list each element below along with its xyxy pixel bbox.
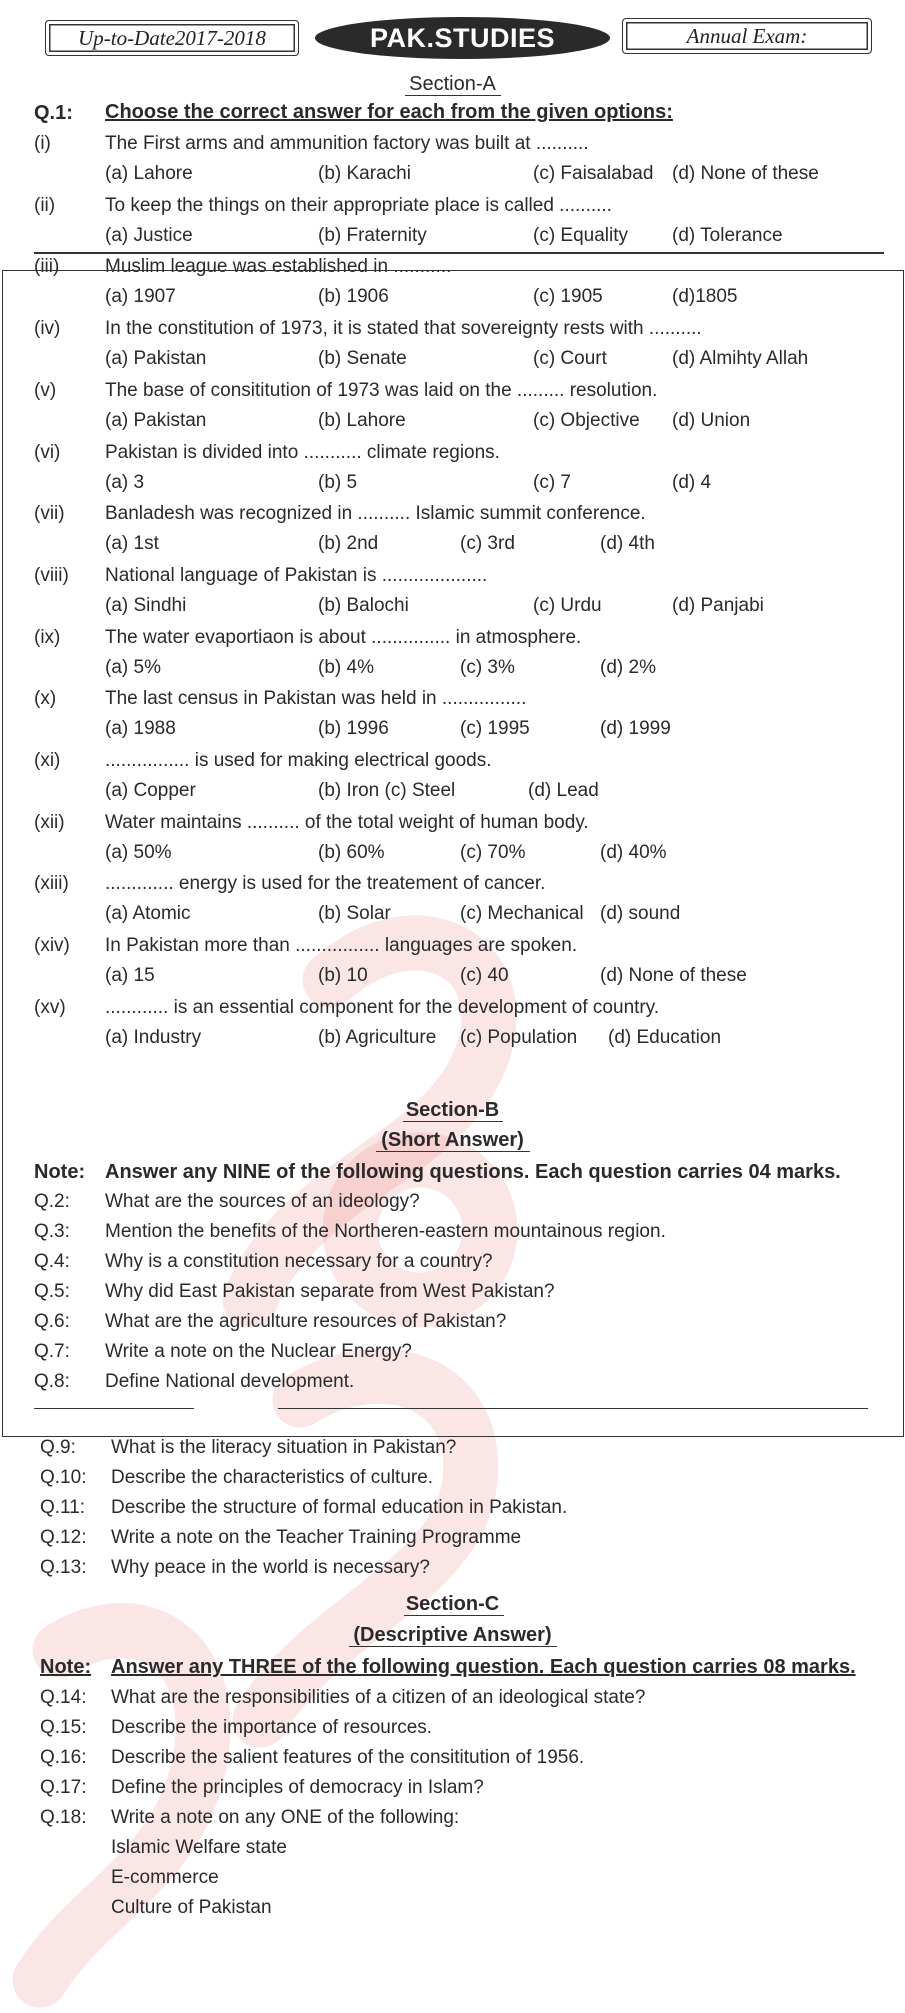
mcq-option: (c) Urdu xyxy=(533,594,602,616)
descriptive-question-text: Describe the importance of resources. xyxy=(111,1717,433,1738)
section-b-title: Section-B xyxy=(405,1099,500,1121)
short-question-number: Q.10: xyxy=(40,1467,87,1488)
short-question-text: Mention the benefits of the Northeren-eastern mountainous region. xyxy=(105,1221,666,1242)
mcq-option: (c) Court xyxy=(533,348,607,370)
mcq-option: (b) Balochi xyxy=(318,594,409,616)
mcq-question-text: The First arms and ammunition factory was built at .......... xyxy=(105,133,589,154)
mcq-number: (ix) xyxy=(34,626,61,648)
short-question-number: Q.2: xyxy=(34,1191,70,1212)
mcq-option: (b) 1996 xyxy=(318,718,389,740)
q1-instruction: Choose the correct answer for each from the given options: xyxy=(105,101,673,123)
mcq-option: (b) 4% xyxy=(318,656,374,678)
descriptive-question-text: Define the principles of democracy in Islam? xyxy=(111,1777,484,1798)
mcq-option: (a) 50% xyxy=(105,841,172,863)
mcq-number: (vi) xyxy=(34,441,61,463)
mcq-option: (d) Tolerance xyxy=(672,224,783,246)
mcq-number: (xiv) xyxy=(34,935,70,957)
mcq-number: (xii) xyxy=(34,811,65,833)
short-question-number: Q.11: xyxy=(40,1497,86,1518)
mcq-option: (c) Equality xyxy=(533,224,629,246)
mcq-option: (b) 1906 xyxy=(318,286,389,308)
section-b-note: Answer any NINE of the following questions. Each question carries 04 marks. xyxy=(105,1161,841,1183)
mcq-option: (c) Faisalabad xyxy=(533,163,654,184)
short-question-number: Q.8: xyxy=(34,1371,70,1392)
short-question-text: Describe the structure of formal education in Pakistan. xyxy=(111,1497,568,1518)
short-question-number: Q.6: xyxy=(34,1311,70,1332)
descriptive-question-number: Q.17: xyxy=(40,1777,87,1798)
mcq-option: (a) Justice xyxy=(105,224,193,246)
mcq-number: (x) xyxy=(34,688,57,710)
section-c-note-label: Note: xyxy=(40,1656,92,1678)
mcq-option: (a) 1st xyxy=(105,533,159,555)
mcq-option: (d) Lead xyxy=(528,780,599,801)
short-question-number: Q.7: xyxy=(34,1341,70,1362)
mcq-option: (b) 5 xyxy=(318,471,358,493)
mcq-question-text: In Pakistan more than ................ languages are spoken. xyxy=(105,935,578,957)
mcq-question-text: The last census in Pakistan was held in ................ xyxy=(105,688,527,710)
mcq-question-text: Muslim league was established in ........... xyxy=(105,256,452,278)
mcq-number: (xi) xyxy=(34,750,61,771)
short-question-text: Write a note on the Nuclear Energy? xyxy=(105,1341,412,1362)
mcq-number: (v) xyxy=(34,379,57,401)
descriptive-question-text: Write a note on any ONE of the following: xyxy=(111,1807,460,1828)
descriptive-question-text: What are the responsibilities of a citizen of an ideological state? xyxy=(111,1687,646,1708)
mcq-number: (viii) xyxy=(34,564,69,586)
short-question-number: Q.3: xyxy=(34,1221,70,1242)
mcq-option: (d) Almihty Allah xyxy=(672,348,809,370)
mcq-option: (c) 3% xyxy=(460,656,515,678)
mcq-option: (d) 4th xyxy=(600,533,655,555)
mcq-option: (a) Pakistan xyxy=(105,409,207,431)
short-question-text: What are the sources of an ideology? xyxy=(105,1191,420,1212)
mcq-option: (c) Population xyxy=(460,1026,578,1048)
mcq-option: (d) sound xyxy=(600,903,681,925)
mcq-question-text: The water evaportiaon is about ............... in atmosphere. xyxy=(105,626,582,648)
mcq-option: (d) 40% xyxy=(600,841,667,863)
mcq-option: (d) None of these xyxy=(672,163,819,184)
short-question-text: Write a note on the Teacher Training Programme xyxy=(111,1527,522,1548)
mcq-number: (i) xyxy=(34,133,51,154)
short-question-text: Define National development. xyxy=(105,1371,355,1392)
section-b-note-label: Note: xyxy=(34,1161,86,1183)
mcq-number: (iv) xyxy=(34,318,61,340)
mcq-number: (xv) xyxy=(34,996,66,1018)
mcq-option: (a) 15 xyxy=(105,965,155,987)
mcq-option: (a) Sindhi xyxy=(105,594,187,616)
mcq-option: (a) 3 xyxy=(105,471,145,493)
mcq-option: (d) 4 xyxy=(672,471,712,493)
mcq-question-text: Pakistan is divided into ........... climate regions. xyxy=(105,441,500,463)
descriptive-question-number: Q.14: xyxy=(40,1687,87,1708)
short-question-text: What is the literacy situation in Pakistan? xyxy=(111,1437,457,1458)
short-question-text: Why peace in the world is necessary? xyxy=(111,1557,430,1578)
mcq-option: (c) 3rd xyxy=(460,533,515,555)
mcq-option: (b) Senate xyxy=(318,348,407,370)
short-question-text: What are the agriculture resources of Pakistan? xyxy=(105,1311,507,1332)
mcq-question-text: To keep the things on their appropriate place is called .......... xyxy=(105,194,612,216)
mcq-option: (d) Education xyxy=(608,1026,722,1048)
mcq-option: (c) 1995 xyxy=(460,718,530,740)
mcq-option: (c) 70% xyxy=(460,841,526,863)
mcq-option: (d) Panjabi xyxy=(672,594,764,616)
mcq-option: (a) Pakistan xyxy=(105,348,207,370)
mcq-option: (d)1805 xyxy=(672,286,738,308)
mcq-question-text: In the constitution of 1973, it is stated that sovereignty rests with .......... xyxy=(105,318,702,340)
descriptive-question-number: Q.15: xyxy=(40,1717,87,1738)
mcq-option: (a) Copper xyxy=(105,780,196,801)
short-question-text: Why did East Pakistan separate from West Pakistan? xyxy=(105,1281,555,1302)
mcq-option: (a) Industry xyxy=(105,1026,202,1048)
mcq-option: (b) 2nd xyxy=(318,533,379,555)
mcq-question-text: ............. energy is used for the treatement of cancer. xyxy=(105,873,546,895)
header-subject-title: PAK.STUDIES xyxy=(315,17,610,59)
short-question-text: Describe the characteristics of culture. xyxy=(111,1467,434,1488)
section-b-subtitle: (Short Answer) xyxy=(381,1129,524,1151)
descriptive-question-number: Q.16: xyxy=(40,1747,87,1768)
mcq-option: (b) Solar xyxy=(318,903,391,925)
mcq-number: (iii) xyxy=(34,256,60,278)
mcq-option: (b) Karachi xyxy=(318,163,411,184)
section-c-note: Answer any THREE of the following question. Each question carries 08 marks. xyxy=(111,1656,856,1678)
mcq-option: (a) 5% xyxy=(105,656,161,678)
mcq-option: (b) 10 xyxy=(318,965,368,987)
q18-option: Culture of Pakistan xyxy=(111,1897,272,1918)
mcq-question-text: ................ is used for making electrical goods. xyxy=(105,750,492,771)
short-question-number: Q.13: xyxy=(40,1557,87,1578)
mcq-question-text: Banladesh was recognized in .......... Islamic summit conference. xyxy=(105,503,646,525)
section-a-title: Section-A xyxy=(409,73,496,95)
mcq-question-text: National language of Pakistan is .................... xyxy=(105,564,488,586)
short-question-text: Why is a constitution necessary for a country? xyxy=(105,1251,493,1272)
mcq-option: (a) 1988 xyxy=(105,718,176,740)
section-c-subtitle: (Descriptive Answer) xyxy=(353,1624,552,1646)
short-question-number: Q.12: xyxy=(40,1527,87,1548)
mcq-option: (b) Fraternity xyxy=(318,224,427,246)
header-exam-label: Annual Exam: xyxy=(622,18,872,54)
section-c-title: Section-C xyxy=(405,1593,500,1615)
mcq-option: (b) 60% xyxy=(318,841,385,863)
mcq-option: (a) 1907 xyxy=(105,286,176,308)
mcq-option: (c) Mechanical xyxy=(460,903,584,925)
mcq-question-text: ............ is an essential component for the development of country. xyxy=(105,996,660,1018)
mcq-option: (c) 40 xyxy=(460,965,509,987)
mcq-number: (vii) xyxy=(34,503,65,525)
mcq-option: (b) Iron (c) Steel xyxy=(318,780,456,801)
mcq-option: (d) Union xyxy=(672,409,751,431)
mcq-question-text: Water maintains .......... of the total weight of human body. xyxy=(105,811,589,833)
q1-label: Q.1: xyxy=(34,102,73,124)
mcq-option: (d) None of these xyxy=(600,965,747,987)
mcq-option: (b) Agriculture xyxy=(318,1026,437,1048)
mcq-option: (c) Objective xyxy=(533,409,640,431)
mcq-number: (xiii) xyxy=(34,873,69,895)
descriptive-question-number: Q.18: xyxy=(40,1807,87,1828)
mcq-option: (b) Lahore xyxy=(318,409,406,431)
q18-option: E-commerce xyxy=(111,1867,219,1888)
mcq-option: (c) 1905 xyxy=(533,286,603,308)
short-question-number: Q.9: xyxy=(40,1437,76,1458)
q18-option: Islamic Welfare state xyxy=(111,1837,287,1858)
mcq-question-text: The base of consititution of 1973 was laid on the ......... resolution. xyxy=(105,379,658,401)
mcq-option: (d) 2% xyxy=(600,656,656,678)
descriptive-question-text: Describe the salient features of the consititution of 1956. xyxy=(111,1747,585,1768)
header-session-label: Up-to-Date2017-2018 xyxy=(45,20,299,56)
short-question-number: Q.4: xyxy=(34,1251,70,1272)
short-question-number: Q.5: xyxy=(34,1281,70,1302)
mcq-option: (c) 7 xyxy=(533,471,571,493)
mcq-number: (ii) xyxy=(34,194,56,216)
mcq-option: (a) Lahore xyxy=(105,163,193,184)
mcq-option: (d) 1999 xyxy=(600,718,671,740)
mcq-option: (a) Atomic xyxy=(105,903,191,925)
